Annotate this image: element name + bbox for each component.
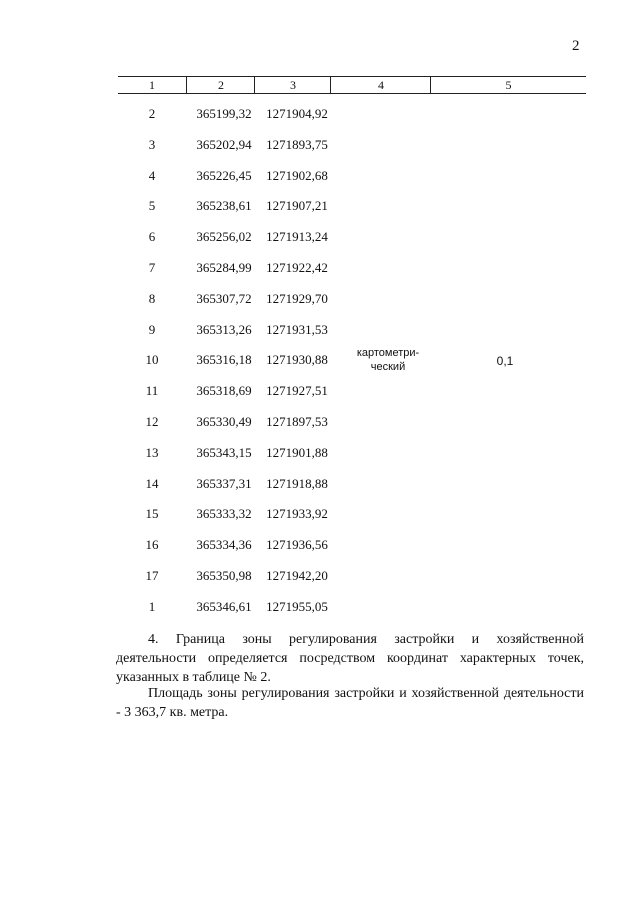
coordinate-y: 1271933,92 [266,506,328,522]
point-number: 13 [145,444,159,460]
table-row [118,439,586,470]
coordinate-x: 365313,26 [196,321,252,337]
coordinate-x: 365337,31 [196,475,252,491]
point-number: 15 [145,506,159,522]
table-row [118,377,586,408]
table-row [118,223,586,254]
coordinate-x: 365318,69 [196,383,252,399]
table-row [118,285,586,316]
point-number: 11 [145,383,159,399]
table-header [118,76,586,94]
coordinate-x: 365330,49 [196,413,252,429]
method-line-1: картометри- [356,347,420,359]
coordinate-x: 365346,61 [196,598,252,614]
table-row [118,500,586,531]
header-col-2: 2 [186,77,255,93]
header-col-4: 4 [330,77,431,93]
accuracy-cell: 0,1 [496,354,514,368]
method-cell [348,346,428,374]
header-col-3: 3 [254,77,331,93]
coordinate-x: 365202,94 [196,136,252,152]
table-row [118,531,586,562]
table-row [118,100,586,131]
coordinate-x: 365333,32 [196,506,252,522]
page-number: 2 [572,38,580,54]
point-number: 2 [148,106,156,121]
header-col-1: 1 [149,78,155,92]
coordinate-x: 365256,02 [196,229,252,245]
coordinate-y: 1271907,21 [266,198,328,214]
table-row [118,593,586,624]
point-number: 6 [148,229,156,245]
coordinate-x: 365343,15 [196,444,252,460]
coordinate-x: 365316,18 [196,352,252,368]
point-number: 1 [148,598,156,614]
coordinate-y: 1271897,53 [266,413,328,429]
coordinate-y: 1271893,75 [266,136,328,152]
point-number: 14 [145,475,159,491]
coordinate-y: 1271927,51 [266,383,328,399]
table-row [118,131,586,162]
point-number: 10 [145,352,159,368]
coordinate-x: 365284,99 [196,259,252,275]
table-row [118,562,586,593]
coordinate-y: 1271930,88 [266,352,328,368]
coordinate-y: 1271904,92 [266,106,328,121]
coordinate-x: 365307,72 [196,290,252,306]
header-col-5: 5 [430,77,586,93]
table-row [118,316,586,347]
coordinate-y: 1271931,53 [266,321,328,337]
table-row [118,162,586,193]
coordinate-x: 365238,61 [196,198,252,214]
table-row [118,470,586,501]
coordinate-y: 1271918,88 [266,475,328,491]
coordinate-y: 1271901,88 [266,444,328,460]
coordinate-x: 365350,98 [196,567,252,583]
point-number: 16 [145,537,159,553]
point-number: 8 [148,290,156,306]
coordinate-y: 1271913,24 [266,229,328,245]
point-number: 9 [148,321,156,337]
coordinate-y: 1271922,42 [266,259,328,275]
point-number: 7 [148,259,156,275]
point-number: 17 [145,567,159,583]
coordinate-x: 365226,45 [196,167,252,183]
point-number: 3 [148,136,156,152]
coordinate-y: 1271902,68 [266,167,328,183]
coordinate-y: 1271929,70 [266,290,328,306]
table-row [118,192,586,223]
coordinate-y: 1271955,05 [266,598,328,614]
table-row [118,408,586,439]
table-row [118,254,586,285]
method-line-2: ческий [370,361,406,373]
point-number: 4 [148,167,156,183]
coordinate-y: 1271942,20 [266,567,328,583]
coordinate-x: 365334,36 [196,537,252,553]
paragraph-boundary [116,630,584,687]
point-number: 5 [148,198,156,214]
point-number: 12 [145,413,159,429]
paragraph-area [116,684,584,722]
paragraph-area-text: Площадь зоны регулирования застройки и хозяйственной деятельности - 3 363,7 кв. метра. [116,686,584,720]
coordinate-y: 1271936,56 [266,537,328,553]
coordinate-x: 365199,32 [196,106,252,121]
paragraph-boundary-text: 4. Граница зоны регулирования застройки и хозяйственной деятельности определяется посредством координат характерных точек, указанных в таблице № 2. [116,632,584,685]
